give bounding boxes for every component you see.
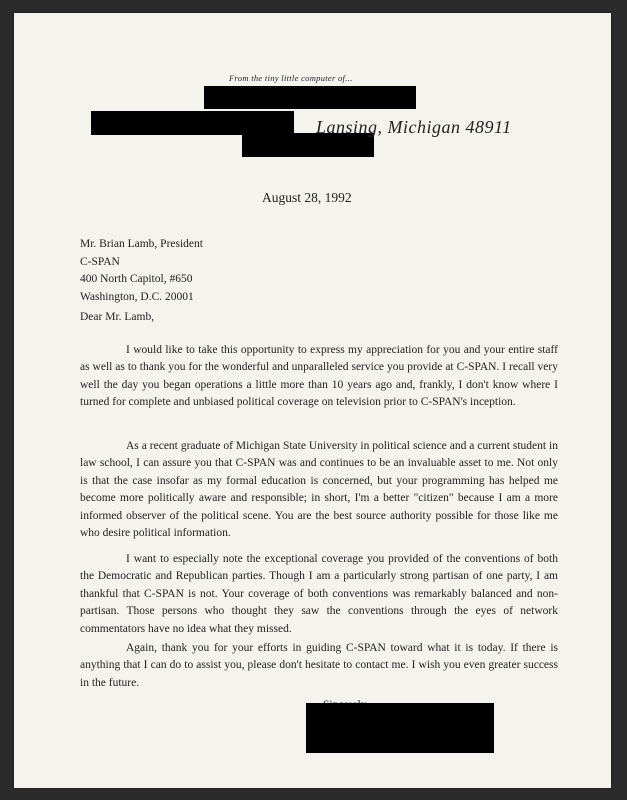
recipient-line: 400 North Capitol, #650	[80, 273, 193, 285]
redaction-name	[204, 86, 416, 109]
redaction-street	[91, 111, 294, 135]
body-paragraph: As a recent graduate of Michigan State University in political science and a current student in law school, I can assure you that C-SPAN was and continues to be an invaluable asset to me. Not only is that the case insofar as my formal education is concerned, but your programming has helped me become more politically aware and responsible; in short, I'm a better "citizen" because I am a more informed observer of the political scene. You are the best source authority possible for those like me who desire political information.	[80, 440, 558, 540]
letterhead-city: Lansing, Michigan 48911	[316, 117, 512, 137]
letter-date: August 28, 1992	[262, 190, 352, 205]
letterhead-tagline: From the tiny little computer of...	[229, 73, 353, 83]
recipient-line: C-SPAN	[80, 255, 120, 268]
body-paragraph: I would like to take this opportunity to express my appreciation for you and your entire staff as well as to thank you for the wonderful and unparalleled service you provide at C-SPAN. I recall very well the day you began operations a little more than 10 years ago and, frankly, I don't know where I turned for complete and unbiased political coverage on television prior to C-SPAN's inception.	[80, 344, 558, 409]
recipient-address	[80, 236, 203, 306]
redaction-signature	[306, 703, 494, 753]
recipient-line: Mr. Brian Lamb, President	[80, 238, 203, 250]
letter-page	[14, 13, 611, 788]
body-paragraph: I want to especially note the exceptional coverage you provided of the conventions of both the Democratic and Republican parties. Though I am a particularly strong partisan of one party, I am thankful that C-SPAN is not. Your coverage of both conventions was remarkably balanced and non-partisan. Those persons who thought they saw the conventions through the eyes of network commentators have no idea what they missed.	[80, 553, 558, 635]
recipient-line: Washington, D.C. 20001	[80, 290, 194, 303]
salutation: Dear Mr. Lamb,	[80, 311, 155, 323]
body-paragraph: Again, thank you for your efforts in guiding C-SPAN toward what it is today. If there is anything that I can do to assist you, please don't hesitate to contact me. I wish you even greater success in the future.	[80, 642, 558, 689]
